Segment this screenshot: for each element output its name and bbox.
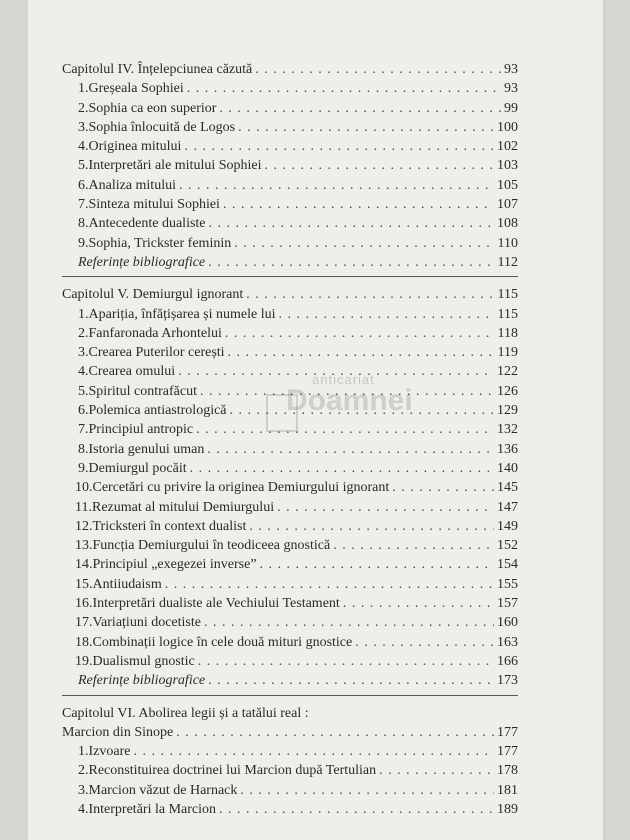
section-divider [62,695,518,696]
entry-label: Dualismul gnostic [92,653,195,669]
references-entry [62,253,518,272]
leader-dots [379,761,494,780]
chapter-heading [62,704,518,723]
entry-number: 4. [78,364,89,380]
chapter-page: 115 [497,287,518,303]
entry-label: Tricksteri în context dualist [92,518,247,534]
section-divider [62,276,518,277]
leader-dots [176,723,494,742]
chapter-subtitle-label: Marcion din Sinope [62,724,174,740]
entry-label: Interpretări ale mitului Sophiei [88,158,262,174]
leader-dots [187,79,501,98]
entry-label: Analiza mitului [88,177,176,193]
references-page: 112 [497,254,518,270]
entry-number: 18. [75,634,93,650]
leader-dots [225,324,495,343]
entry-page: 108 [497,216,518,232]
entry-page: 105 [497,177,518,193]
entry-page: 140 [497,460,518,476]
toc-entry [62,324,518,343]
entry-number: 5. [78,383,89,399]
entry-label: Originea mitului [88,139,182,155]
leader-dots [255,60,501,79]
toc-entry [62,176,518,195]
leader-dots [230,401,494,420]
chapter-title: Capitolul VI. Abolirea legii și a tatălui real : [62,705,309,721]
entry-label: Antecedente dualiste [88,216,206,232]
leader-dots [355,633,494,652]
entry-number: 5. [78,158,89,174]
leader-dots [208,253,494,272]
entry-number: 11. [75,499,92,515]
leader-dots [279,305,495,324]
entry-number: 2. [78,325,89,341]
toc-entry [62,362,518,381]
toc-entry [62,761,518,780]
leader-dots [165,575,494,594]
references-label: Referințe bibliografice [78,673,206,689]
entry-label: Istoria genului uman [88,441,205,457]
toc-entry [62,137,518,156]
entry-label: Spiritul contrafăcut [88,383,197,399]
toc-entry [62,555,518,574]
chapter-page: 177 [497,724,518,740]
entry-number: 3. [78,782,89,798]
entry-label: Combinații logice în cele două mituri gnostice [92,634,353,650]
entry-page: 145 [497,480,518,496]
leader-dots [223,195,494,214]
leader-dots [209,214,494,233]
entry-page: 103 [497,158,518,174]
entry-page: 102 [497,139,518,155]
leader-dots [219,800,494,819]
toc-entry [62,652,518,671]
toc-entry [62,343,518,362]
toc-entry [62,99,518,118]
entry-label: Polemica antiastrologică [88,403,227,419]
entry-page: 99 [504,100,518,116]
entry-number: 8. [78,441,89,457]
entry-number: 6. [78,177,89,193]
toc-entry [62,420,518,439]
entry-number: 8. [78,216,89,232]
toc-entry [62,79,518,98]
toc-entry [62,594,518,613]
entry-label: Apariția, înfățișarea și numele lui [88,306,276,322]
entry-page: 147 [497,499,518,515]
entry-number: 15. [75,576,93,592]
references-entry [62,671,518,690]
entry-page: 119 [497,345,518,361]
toc-entry [62,305,518,324]
entry-label: Greșeala Sophiei [88,81,184,97]
leader-dots [179,176,494,195]
entry-label: Funcția Demiurgului în teodiceea gnostică [92,538,331,554]
entry-number: 4. [78,139,89,155]
entry-label: Crearea Puterilor cerești [88,345,225,361]
entry-page: 100 [497,119,518,135]
entry-page: 132 [497,422,518,438]
entry-number: 6. [78,403,89,419]
toc-entry [62,633,518,652]
toc-entry [62,401,518,420]
entry-label: Sophia ca eon superior [88,100,217,116]
entry-page: 149 [497,518,518,534]
toc-entry [62,118,518,137]
leader-dots [204,613,494,632]
entry-number: 2. [78,100,89,116]
entry-number: 7. [78,197,89,213]
entry-number: 1. [78,744,89,760]
leader-dots [246,285,494,304]
leader-dots [200,382,494,401]
leader-dots [265,156,494,175]
entry-number: 3. [78,345,89,361]
entry-label: Interpretări dualiste ale Vechiului Testament [92,596,340,612]
entry-page: 115 [497,306,518,322]
leader-dots [240,781,494,800]
leader-dots [198,652,494,671]
entry-number: 9. [78,460,89,476]
entry-label: Principiul antropic [88,422,194,438]
toc-entry [62,214,518,233]
watermark-big-text: Doamnei [286,384,413,417]
toc-entry [62,575,518,594]
watermark-small-text: anticariat [312,372,375,387]
entry-page: 152 [497,538,518,554]
entry-label: Marcion văzut de Harnack [88,782,238,798]
leader-dots [238,118,494,137]
entry-page: 118 [497,325,518,341]
entry-label: Sophia înlocuită de Logos [88,119,236,135]
leader-dots [277,498,494,517]
entry-page: 177 [497,744,518,760]
entry-page: 107 [497,197,518,213]
entry-page: 157 [497,596,518,612]
toc-entry [62,382,518,401]
leader-dots [234,234,494,253]
toc-entry [62,536,518,555]
leader-dots [178,362,494,381]
toc-entry [62,478,518,497]
leader-dots [196,420,494,439]
leader-dots [249,517,494,536]
entry-number: 16. [75,596,93,612]
leader-dots [228,343,495,362]
entry-number: 17. [75,615,93,631]
entry-page: 129 [497,403,518,419]
entry-label: Demiurgul pocăit [88,460,187,476]
chapter-title: Capitolul IV. Înțelepciunea căzută [62,62,253,77]
toc-entry [62,517,518,536]
leader-dots [219,99,501,118]
entry-label: Variațiuni docetiste [92,615,201,631]
table-of-contents [62,60,518,819]
entry-label: Rezumat al mitului Demiurgului [91,499,275,515]
leader-dots [133,742,494,761]
entry-number: 19. [75,653,93,669]
toc-entry [62,742,518,761]
leader-dots [392,478,494,497]
leader-dots [184,137,494,156]
entry-label: Fanfaronada Arhontelui [88,325,222,341]
entry-number: 10. [75,480,93,496]
entry-label: Principiul „exegezei inverse” [92,557,257,573]
toc-entry [62,613,518,632]
leader-dots [333,536,494,555]
entry-label: Crearea omului [88,364,176,380]
entry-label: Izvoare [88,744,131,760]
toc-entry [62,234,518,253]
toc-entry [62,195,518,214]
entry-page: 93 [504,81,518,97]
references-label: Referințe bibliografice [78,254,206,270]
toc-entry [62,156,518,175]
entry-number: 12. [75,518,93,534]
entry-number: 4. [78,801,89,817]
chapter-subtitle [62,723,518,742]
entry-page: 126 [497,383,518,399]
entry-label: Interpretări la Marcion [88,801,216,817]
toc-entry [62,781,518,800]
entry-page: 163 [497,634,518,650]
entry-number: 14. [75,557,93,573]
entry-number: 1. [78,306,89,322]
entry-page: 136 [497,441,518,457]
entry-page: 166 [497,653,518,669]
leader-dots [190,459,494,478]
leader-dots [208,671,494,690]
chapter-heading [62,285,518,304]
entry-page: 181 [497,782,518,798]
entry-page: 122 [497,364,518,380]
entry-number: 7. [78,422,89,438]
toc-entry [62,498,518,517]
entry-page: 189 [497,801,518,817]
entry-number: 2. [78,763,89,779]
entry-number: 1. [78,81,89,97]
references-page: 173 [497,673,518,689]
leader-dots [260,555,494,574]
entry-page: 154 [497,557,518,573]
entry-label: Antiiudaism [92,576,162,592]
entry-label: Sophia, Trickster feminin [88,235,232,251]
entry-page: 160 [497,615,518,631]
entry-page: 155 [497,576,518,592]
leader-dots [343,594,494,613]
entry-number: 13. [75,538,93,554]
entry-label: Sinteza mitului Sophiei [88,197,220,213]
toc-entry [62,800,518,819]
chapter-heading [62,60,518,79]
chapter-title: Capitolul V. Demiurgul ignorant [62,287,244,303]
entry-label: Cercetări cu privire la originea Demiurgului ignorant [92,480,390,496]
entry-page: 110 [497,235,518,251]
chapter-page: 93 [504,62,518,77]
entry-number: 9. [78,235,89,251]
entry-number: 3. [78,119,89,135]
toc-entry [62,459,518,478]
leader-dots [207,440,494,459]
entry-label: Reconstituirea doctrinei lui Marcion după Tertulian [88,763,377,779]
toc-entry [62,440,518,459]
entry-page: 178 [497,763,518,779]
